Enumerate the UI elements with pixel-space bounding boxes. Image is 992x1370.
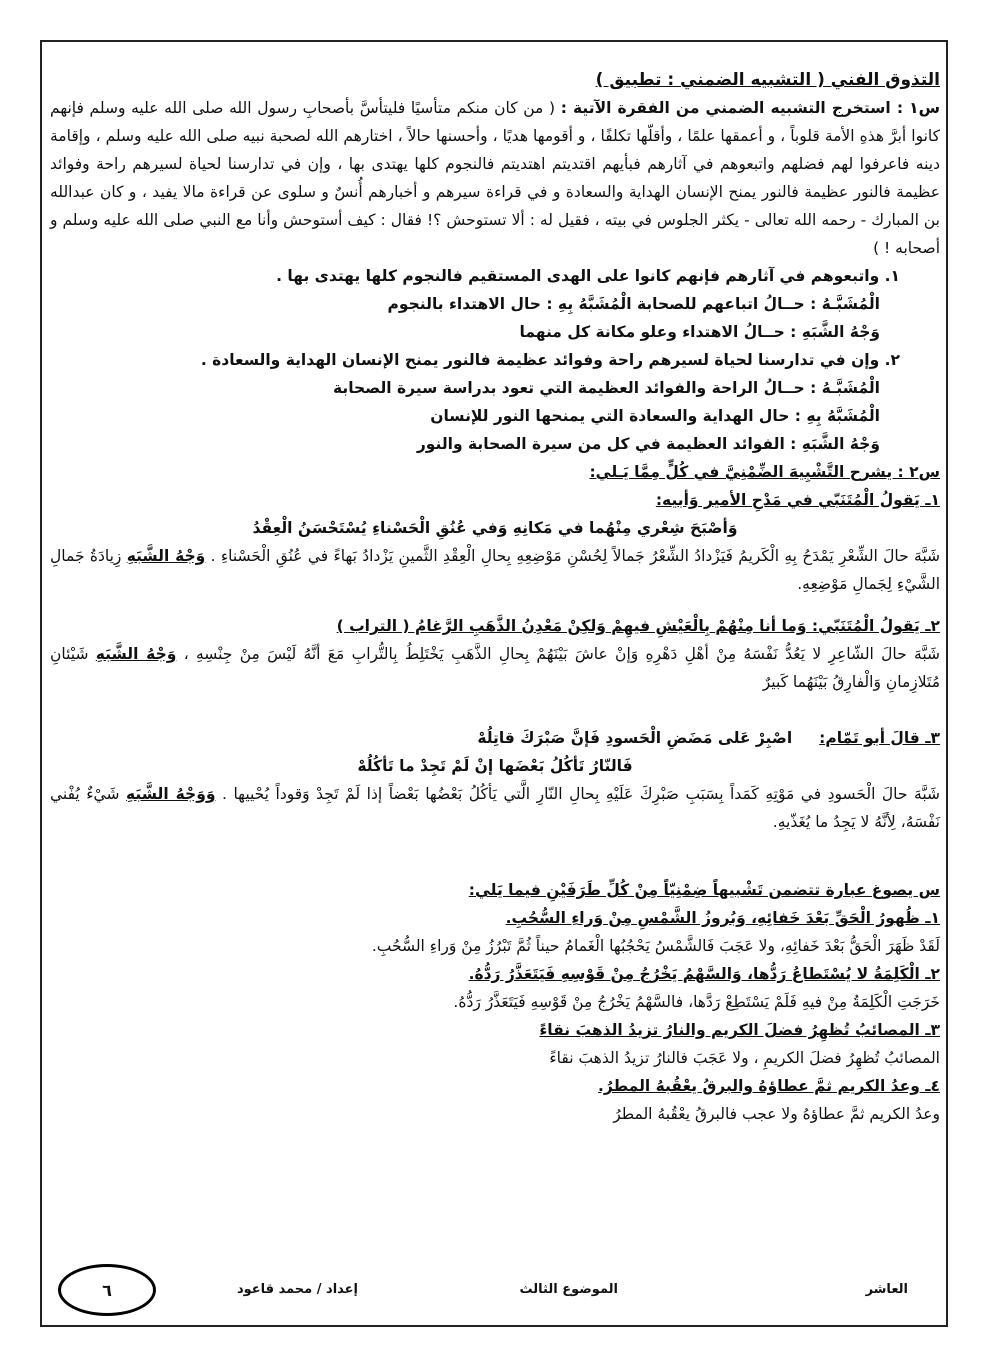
q3-item2-head: ٢ـ الْكَلِمَةُ لا يُسْتَطاعُ رَدُّها، وَالسَّهْمُ يَخْرُجُ مِنْ قَوْسِهِ فَيَتَعَذَّرُ رَدُّهُ. [468, 965, 940, 983]
q3-item1-answer: لَقَدْ ظَهَرَ الْحَقُّ بَعْدَ خَفائِهِ، ولا عَجَبَ فَالشَّمْسُ يَحْجُبُها الْغَمامُ حيناً ثُمَّ تَبْرُزُ مِنْ وَراءِ السُّحُبِ. [371, 937, 940, 955]
footer-grade: العاشر [865, 1282, 908, 1297]
q2-item2-verse: وَما أنا مِنْهُمْ بِالْعَيْشِ فيهِمْ وَلكِنْ مَعْدِنُ الذَّهَبِ الرَّغامُ ( التراب ) [336, 617, 807, 635]
worksheet [50, 66, 940, 1128]
q2-item1-wajh: زِيادَةُ جَمالِ الشَّيْءِ لِجَمالِ مَوْضِعِهِ. [50, 547, 940, 593]
spacer [50, 836, 940, 876]
q2-item2-explain-text: شَبَّهَ حالَ الشّاعِرِ لا يَعُدُّ نَفْسَهُ مِنْ أهْلِ دَهْرِهِ وَإنْ عاشَ بَيْنَهُمْ بِحالِ الذَّهَبِ يَخْتَلِطُ بِالتُّرابِ مَعَ أنَّهُ لَيْسَ مِنْ جِنْسِهِ ، [183, 645, 940, 663]
footer-author: إعداد / محمد قاعود [236, 1282, 358, 1297]
q3-item3-answer: المصائبُ تُظهِرُ فضلَ الكريمِ ، ولا عَجَبَ فالنارُ تزيدُ الذهبَ نقاءً [549, 1049, 940, 1067]
q1-block [50, 94, 940, 262]
page-footer [80, 1274, 908, 1304]
q1-label: س١ : استخرج التشبيه الضمني من الفقرة الآتية : [560, 99, 940, 117]
q2-item3-verse2: فَالنّارُ تَأكُلُ بَعْضَها إنْ لَمْ تَجِدْ ما تَأكُلُهْ [357, 757, 633, 775]
spacer [50, 696, 940, 724]
q2-item2-title: ٢ـ يَقولُ الْمُتَنَبّي: [811, 617, 940, 635]
q2-item2-explain [50, 640, 940, 696]
q2-item1-explain [50, 542, 940, 598]
q3-label: س يصوغ عبارة تتضمن تَشْبيهاً ضِمْنِيّاً مِنْ كُلِّ طَرَفَيْنِ فيما يَلي: [468, 881, 940, 899]
spacer [50, 598, 940, 612]
q2-item2-head [50, 612, 940, 640]
q1-item2-head: ٢. وإن في تدارسنا لحياة لسيرهم راحة وفوائد عظيمة فالنور يمنح الإنسان الهداية والسعادة . [200, 351, 900, 369]
q3-item3-head: ٣ـ المصائبُ تُظهِرُ فضلَ الكريم والنارُ تزيدُ الذهبَ نقاءً [539, 1021, 940, 1039]
q1-item2-line3: وَجْهُ الشَّبَهِ : الفوائد العظيمة في كل من سيرة الصحابة والنور [416, 435, 880, 453]
q2-item3-explain [50, 780, 940, 836]
q1-item1-head: ١. واتبعوهم في آثارهم فإنهم كانوا على الهدى المستقيم فالنجوم كلها يهتدى بها . [276, 267, 900, 285]
q2-item3-title: ٣ـ قالَ أبو تَمّام: [819, 729, 940, 747]
q3-item1-head: ١ـ ظُهورُ الْحَقِّ بَعْدَ خَفائِهِ، وَبُروزُ الشَّمْسِ مِنْ وَراءِ السُّحُبِ. [505, 909, 940, 927]
q1-item1-line1: الْمُشَبَّـهُ : حــالُ اتباعهم للصحابة الْمُشَبَّهُ بِهِ : حال الاهتداء بالنجوم [387, 295, 880, 313]
q2-item1-verse: وَأصْبَحَ شِعْري مِنْهُما في مَكانِهِ وَفي عُنُقِ الْحَسْناءِ يُسْتَحْسَنُ الْعِقْدُ [252, 519, 738, 537]
q2-item2-wajh-label: وَجْهُ الشَّبَهِ [95, 645, 177, 663]
q1-item1-line2: وَجْهُ الشَّبَهِ : حــالُ الاهتداء وعلو مكانة كل منهما [519, 323, 880, 341]
q2-item3-head-row [50, 724, 940, 752]
q2-item1-wajh-label: وَجْهُ الشَّبَهِ [126, 547, 206, 565]
q2-item1-explain-text: شَبَّهَ حالَ الشِّعْرِ يَمْدَحُ بِهِ الْكَريمُ فَيَزْدادُ الشِّعْرُ جَمالاً لِحُسْنِ مَوْضِعِهِ بِحالِ الْعِقْدِ الثَّمينِ يَزْدادُ بَهاءً في عُنُقِ الْحَسْناءِ . [210, 547, 941, 565]
page-number: ٦ [58, 1264, 156, 1316]
q2-item3-wajh-label: وَوَجْهُ الشَّبَهِ [126, 785, 216, 803]
q3-item4-head: ٤ـ وعدُ الكريم ثمَّ عطاؤهُ والبرقُ يعْقُبهُ المطرُ. [598, 1077, 940, 1095]
q1-item2-line1: الْمُشَبَّـهُ : حــالُ الراحة والفوائد العظيمة التي تعود بدراسة سيرة الصحابة [332, 379, 880, 397]
q1-item2-line2: الْمُشَبَّهُ بِهِ : حال الهداية والسعادة التي يمنحها النور للإنسان [430, 407, 880, 425]
q2-item3-wajh: شَيْءٌ يُفْني نَفْسَهُ، لِأنَّهُ لا يَجِدُ ما يُغَذّيهِ. [50, 785, 940, 831]
q2-item3-explain-text: شَبَّهَ حالَ الْحَسودِ في مَوْتِهِ كَمَداً بِسَبَبِ صَبْرِكَ عَلَيْهِ بِحالِ النّارِ الَّتي يَأكُلُ بَعْضُها بَعْضاً إذا لَمْ تَجِدْ وَقوداً يُحْييها . [222, 785, 940, 803]
page-title: التذوق الفني ( التشبيه الضمني : تطبيق ) [595, 70, 940, 90]
q1-passage: ( من كان منكم متأسيًا فليتأسَّ بأصحابِ رسول الله صلى الله عليه وسلم فإنهم كانوا أبرَّ هذهِ الأمة قلوباً ، و أعمقها علمًا ، وأقلّها تكلفًا ، و أقومها هديًا ، وأحسنها حالاً ، اختارهم الله لصحبة نبيه صلى الله عليه وسلم ، وإقامة دينه فاعرفوا لهم فضلهم واتبعوهم في آثارهم فبأيهم اقتديتم اهتديتم فالنجوم كلها يهتدى بها ، وإن في تدارسنا لحياة لسيرهم راحة وفوائد عظيمة فالنور عظيمة فالنور يمنح الإنسان الهداية والسعادة و في قراءة سيرهم و أخبارهم أُنسٌ و سلوى عن قراءة مالا يفيد ، و كان عبدالله بن المبارك - رحمه الله تعالى - يكثر الجلوس في بيته ، فقيل له : ألا تستوحش ؟! فقال : كيف أستوحش وأنا مع النبي صلى الله عليه وسلم و أصحابه ! ) [50, 99, 940, 257]
q2-label: س٢ : يشرح التَّشْبِيهَ الضِّمْنِيَّ في كُلٍّ مِمَّا يَـلي: [589, 463, 940, 481]
q2-item1-head: ١ـ يَقولُ الْمُتَنَبّي في مَدْحِ الأمير وَأبيه: [655, 491, 940, 509]
q3-item2-answer: خَرَجَتِ الْكَلِمَةُ مِنْ فيهِ فَلَمْ يَسْتَطِعْ رَدَّها، فالسَّهْمُ يَخْرُجُ مِنْ قَوْسِهِ فَيَتَعَذَّرُ رَدُّهُ. [453, 993, 940, 1011]
q3-item4-answer: وعدُ الكريم ثمَّ عطاؤهُ ولا عجب فالبرقُ يعْقُبهُ المطرُ [613, 1105, 940, 1123]
footer-topic: الموضوع الثالث [519, 1282, 618, 1297]
q2-item3-verse1: اصْبِرْ عَلى مَضَضِ الْحَسودِ فَإنَّ صَبْرَكَ قاتِلُهْ [477, 729, 793, 747]
q2-item2-wajh: شَيْئانِ مُتَلازِمانِ وَالْفارِقُ بَيْنَهُما كَبيرٌ [50, 645, 940, 691]
